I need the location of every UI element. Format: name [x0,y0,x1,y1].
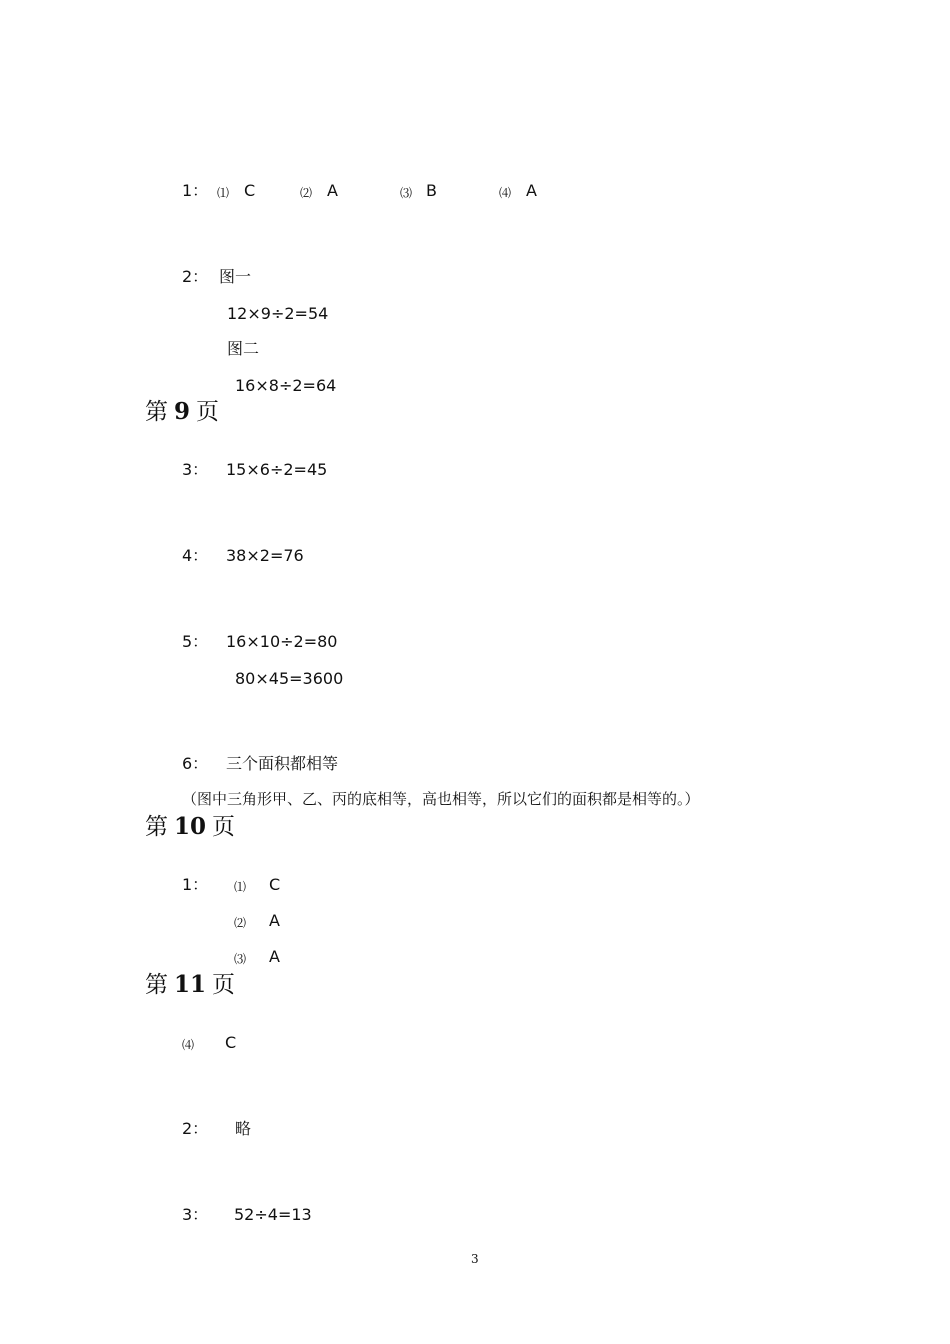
p11-sub4-marker: ⑷ [182,1038,195,1052]
q2-number: 2： [182,267,209,286]
p11-q3-number: 3： [182,1205,209,1224]
q5-number: 5： [182,632,209,651]
q2-figure1-equation: 12×9÷2=54 [227,304,329,323]
q1-sub2-marker: ⑵ [300,186,313,200]
q2-figure2-equation: 16×8÷2=64 [235,376,337,395]
heading-prefix: 第 [145,399,168,425]
p10-q1-sub2-marker: ⑵ [234,916,247,930]
p10-q1-sub1-marker: ⑴ [234,880,247,894]
q1-sub3-answer: B [426,181,437,200]
p10-q1-sub3-marker: ⑶ [234,952,247,966]
page-10-heading [145,813,235,841]
p11-q2-answer: 略 [235,1119,252,1138]
heading-suffix: 页 [196,399,220,425]
q1-sub4-marker: ⑷ [499,186,512,200]
heading-number: 11 [174,971,207,998]
p11-sub4-answer: C [225,1033,237,1052]
q1-sub1-answer: C [244,181,256,200]
p10-q1-sub1-answer: C [269,875,281,894]
q3-equation: 15×6÷2=45 [226,460,328,479]
q1-sub4-answer: A [526,181,537,200]
heading-suffix: 页 [212,972,236,998]
q2-figure1-label: 图一 [219,267,252,286]
q5-equation-1: 16×10÷2=80 [226,632,338,651]
heading-suffix: 页 [212,814,236,840]
q6-number: 6： [182,754,209,773]
q1-sub3-marker: ⑶ [400,186,413,200]
heading-number: 9 [174,398,191,425]
footer-page-number: 3 [471,1252,479,1266]
heading-prefix: 第 [145,814,168,840]
q2-figure2-label: 图二 [227,339,260,358]
page-11-heading [145,971,235,999]
q3-number: 3： [182,460,209,479]
q1-number: 1： [182,181,209,200]
p11-q2-number: 2： [182,1119,209,1138]
q4-number: 4： [182,546,209,565]
q6-explanation: （图中三角形甲、乙、丙的底相等，高也相等，所以它们的面积都是相等的。） [182,790,700,808]
q4-equation: 38×2=76 [226,546,304,565]
p10-q1-sub3-answer: A [269,947,280,966]
heading-number: 10 [174,813,207,840]
p10-q1-sub2-answer: A [269,911,280,930]
p11-q3-equation: 52÷4=13 [234,1205,312,1224]
page-9-heading [145,398,219,426]
q5-equation-2: 80×45=3600 [235,669,344,688]
q6-answer: 三个面积都相等 [226,754,339,773]
heading-prefix: 第 [145,972,168,998]
q1-sub1-marker: ⑴ [217,186,230,200]
q1-sub2-answer: A [327,181,338,200]
p10-q1-number: 1： [182,875,209,894]
